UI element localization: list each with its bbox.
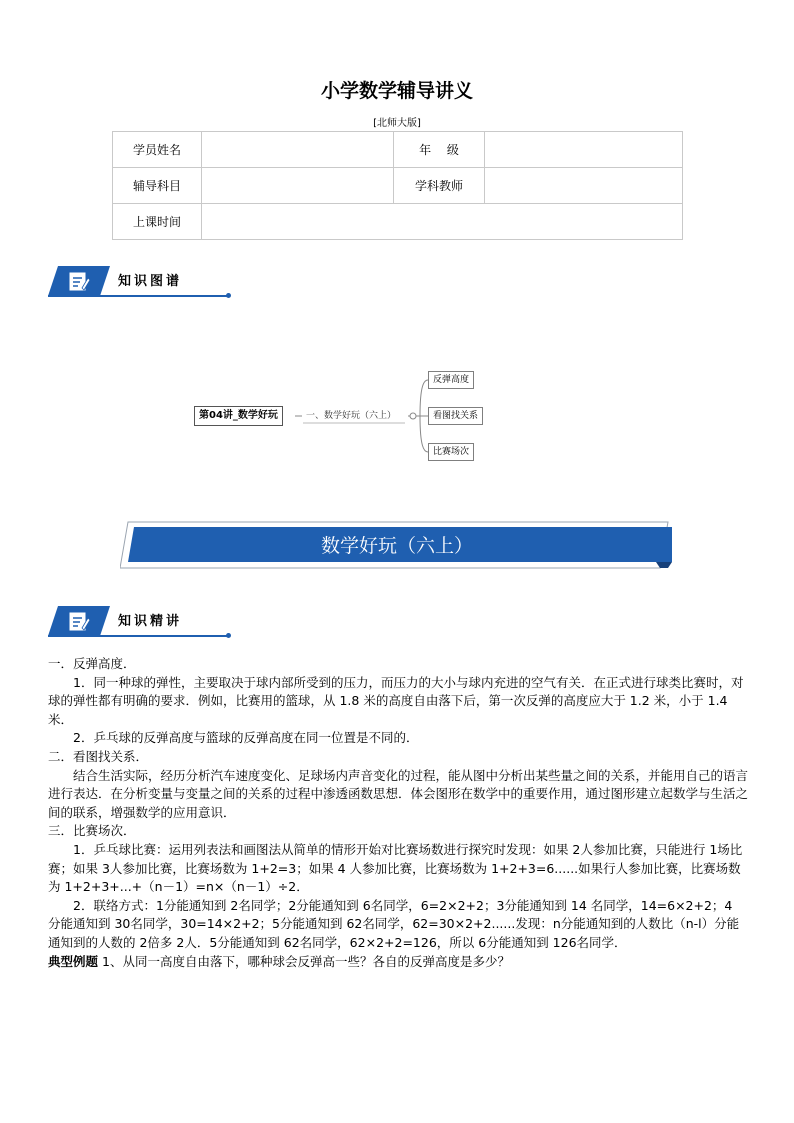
heading-rebound: 一．反弹高度． [48, 656, 136, 671]
example-label: 典型例题 [48, 953, 99, 969]
grade-label: 年 级 [394, 132, 485, 168]
example-question: 1、从同一高度自由落下，哪种球会反弹高一些？各自的反弹高度是多少？ [98, 953, 510, 969]
notepad-icon [68, 610, 90, 632]
paragraph: 2．联络方式：1分能通知到 2名同学；2分能通知到 6名同学，6=2×2+2；3分能通知到 14 名同学，14=6×2+2；4 分能通知到 30名同学，30=14×2+2；5分能通知到 62名同学，62=30×2+2......发现：n分能通知到的人数比（n-l）分能通知到的人数的 2倍多 2人．5分能通知到 62名同学，62×2+2=126，所以 6分能通知到 126名同学． [48, 897, 740, 950]
section-underline-dot [226, 633, 231, 638]
section-title: 知识精讲 [118, 614, 183, 629]
paragraph: 1．同一种球的弹性，主要取决于球内部所受到的压力，而压力的大小与球内充进的空气有关．在正式进行球类比赛时，对球的弹性都有明确的要求．例如，比赛用的篮球，从 1.8 米的高度自由落下后，第一次反弹的高度应大于 1.2 米，小于 1.4 米． [48, 674, 744, 727]
mindmap-connectors [0, 0, 794, 500]
class-time-label: 上课时间 [113, 204, 202, 240]
mindmap-root[interactable]: 第04讲_数学好玩 [194, 406, 283, 426]
edition-label: [北师大版] [373, 118, 421, 129]
heading-graph: 二．看图找关系． [48, 748, 149, 764]
mindmap-leaf-graph[interactable]: 看图找关系 [428, 407, 483, 425]
chapter-banner [120, 520, 674, 570]
section-header-explain [48, 606, 233, 642]
paragraph: 2．乒乓球的反弹高度与篮球的反弹高度在同一位置是不同的． [73, 730, 419, 746]
banner-title: 数学好玩（六上） [320, 535, 473, 557]
section-title: 知识图谱 [118, 274, 183, 289]
page-title: 小学数学辅导讲义 [320, 80, 473, 102]
paragraph: 结合生活实际，经历分析汽车速度变化、足球场内声音变化的过程，能从图中分析出某些量之间的关系，并能用自己的语言进行表达．在分析变量与变量之间的关系的过程中渗透函数思想．体会图形在数学中的重要作用，通过图形建立起数学与生活之间的联系，增强数学的应用意识． [48, 767, 749, 820]
example-line [48, 953, 748, 972]
mindmap-leaf-rebound[interactable]: 反弹高度 [428, 371, 474, 389]
subject-label: 辅导科目 [113, 168, 202, 204]
lecture-content [48, 655, 748, 971]
student-name-label: 学员姓名 [113, 132, 202, 168]
teacher-label: 学科教师 [394, 168, 485, 204]
section-underline [48, 635, 228, 637]
paragraph: 1．乒乓球比赛：运用列表法和画图法从简单的情形开始对比赛场数进行探究时发现：如果 2人参加比赛，只能进行 1场比赛；如果 3人参加比赛，比赛场数为 1+2=3；如果 4 人参加比赛，比赛场数为 1+2+3=6......如果行人参加比赛，比赛场数为 1+2+3+...+（n－1）=n×（n－1）÷2． [48, 841, 743, 895]
mindmap-branch[interactable]: 一、数学好玩（六上） [306, 411, 397, 421]
heading-matches: 三．比赛场次． [48, 823, 136, 839]
mindmap-leaf-matches[interactable]: 比赛场次 [428, 443, 474, 461]
